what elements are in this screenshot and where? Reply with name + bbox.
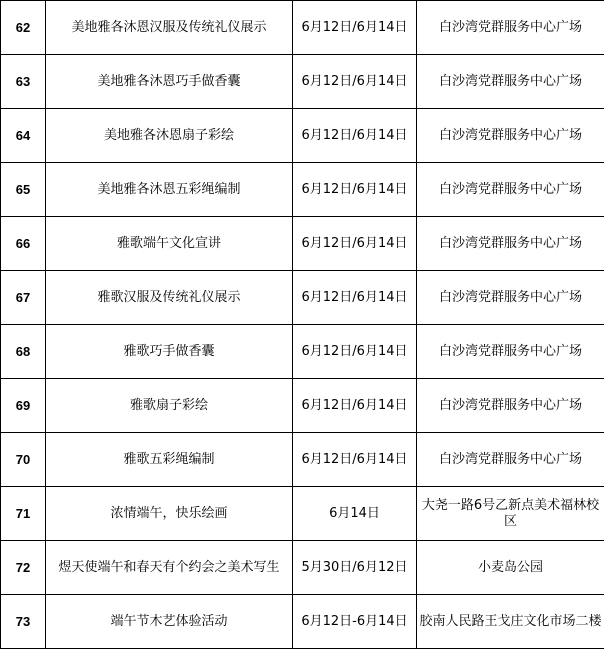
activity-date: 6月12日/6月14日 — [293, 433, 417, 487]
table-row — [1, 55, 604, 109]
activity-date: 6月14日 — [293, 487, 417, 541]
activity-date: 6月12日/6月14日 — [293, 325, 417, 379]
row-number: 69 — [1, 379, 46, 433]
activity-name: 雅歌巧手做香囊 — [46, 325, 293, 379]
activity-location: 白沙湾党群服务中心广场 — [417, 217, 604, 271]
activity-location: 白沙湾党群服务中心广场 — [417, 325, 604, 379]
activity-name: 雅歌五彩绳编制 — [46, 433, 293, 487]
row-number: 63 — [1, 55, 46, 109]
table-row — [1, 271, 604, 325]
row-number: 70 — [1, 433, 46, 487]
table-row — [1, 109, 604, 163]
activity-location: 白沙湾党群服务中心广场 — [417, 433, 604, 487]
row-number: 66 — [1, 217, 46, 271]
table-row — [1, 541, 604, 595]
activity-name: 美地雅各沐恩扇子彩绘 — [46, 109, 293, 163]
activity-date: 6月12日/6月14日 — [293, 379, 417, 433]
row-number: 67 — [1, 271, 46, 325]
activity-location: 白沙湾党群服务中心广场 — [417, 1, 604, 55]
table-row — [1, 595, 604, 649]
activity-date: 6月12日/6月14日 — [293, 55, 417, 109]
activity-location: 白沙湾党群服务中心广场 — [417, 271, 604, 325]
row-number: 65 — [1, 163, 46, 217]
activity-name: 雅歌汉服及传统礼仪展示 — [46, 271, 293, 325]
activity-name: 浓情端午，快乐绘画 — [46, 487, 293, 541]
activity-name: 雅歌扇子彩绘 — [46, 379, 293, 433]
activity-date: 6月12日/6月14日 — [293, 1, 417, 55]
activity-date: 5月30日/6月12日 — [293, 541, 417, 595]
activity-name: 雅歌端午文化宣讲 — [46, 217, 293, 271]
activity-date: 6月12日/6月14日 — [293, 271, 417, 325]
activity-name: 端午节木艺体验活动 — [46, 595, 293, 649]
activity-date: 6月12日/6月14日 — [293, 109, 417, 163]
table-row — [1, 163, 604, 217]
activity-location: 大尧一路6号乙新点美术福林校区 — [417, 487, 604, 541]
activity-date: 6月12日-6月14日 — [293, 595, 417, 649]
table-row — [1, 1, 604, 55]
activity-location: 胶南人民路王戈庄文化市场二楼 — [417, 595, 604, 649]
row-number: 68 — [1, 325, 46, 379]
activity-date: 6月12日/6月14日 — [293, 163, 417, 217]
activity-location: 白沙湾党群服务中心广场 — [417, 55, 604, 109]
row-number: 71 — [1, 487, 46, 541]
activity-name: 煜天使端午和春天有个约会之美术写生 — [46, 541, 293, 595]
table-row — [1, 217, 604, 271]
row-number: 64 — [1, 109, 46, 163]
activity-location: 小麦岛公园 — [417, 541, 604, 595]
activity-date: 6月12日/6月14日 — [293, 217, 417, 271]
activity-location: 白沙湾党群服务中心广场 — [417, 163, 604, 217]
row-number: 62 — [1, 1, 46, 55]
activity-name: 美地雅各沐恩巧手做香囊 — [46, 55, 293, 109]
table-row — [1, 433, 604, 487]
table-row — [1, 325, 604, 379]
row-number: 73 — [1, 595, 46, 649]
activity-location: 白沙湾党群服务中心广场 — [417, 379, 604, 433]
activity-location: 白沙湾党群服务中心广场 — [417, 109, 604, 163]
row-number: 72 — [1, 541, 46, 595]
activity-name: 美地雅各沐恩汉服及传统礼仪展示 — [46, 1, 293, 55]
activity-name: 美地雅各沐恩五彩绳编制 — [46, 163, 293, 217]
table-row — [1, 487, 604, 541]
table-row — [1, 379, 604, 433]
